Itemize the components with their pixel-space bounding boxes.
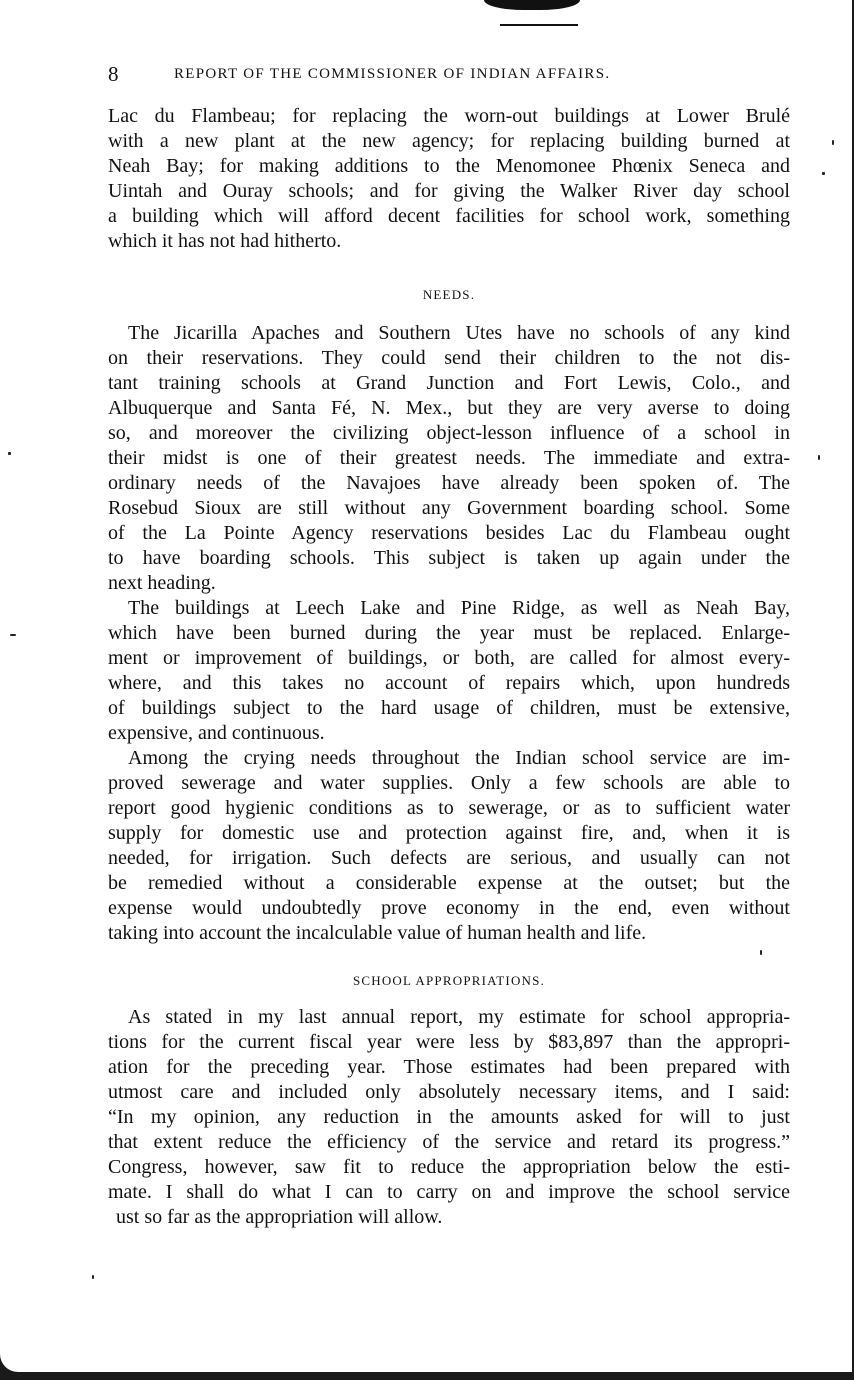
page-number: 8 [108,62,119,86]
scan-speck [8,452,11,455]
text-line: with a new plant at the new agency; for replacing building burned at [108,130,790,152]
text-line: Lac du Flambeau; for replacing the worn-out buildings at Lower Brulé [108,105,790,127]
header-title: REPORT OF THE COMMISSIONER OF INDIAN AFFAIRS. [174,66,611,82]
text-line: their midst is one of their greatest needs. The immediate and extra- [108,447,790,469]
text-line: As stated in my last annual report, my estimate for school appropria- [128,1006,790,1028]
scan-speck [92,1275,94,1279]
text-line: ment or improvement of buildings, or both, are called for almost every- [108,647,790,669]
section-heading-needs: NEEDS. [422,287,476,302]
text-line: of buildings subject to the hard usage of children, must be extensive, [108,697,790,719]
text-line: mate. I shall do what I can to carry on and improve the school service [108,1181,790,1203]
text-line: which it has not had hitherto. [108,230,342,252]
scan-speck [822,172,825,175]
text-line: tions for the current fiscal year were less by $83,897 than the appropri- [108,1031,790,1053]
running-header [108,62,790,90]
text-line: next heading. [108,572,216,594]
text-line: Rosebud Sioux are still without any Government boarding school. Some [108,497,790,519]
text-line: Albuquerque and Santa Fé, N. Mex., but they are very averse to doing [108,397,790,419]
text-line: to have boarding schools. This subject is taken up again under the [108,547,790,569]
text-line: of the La Pointe Agency reservations besides Lac du Flambeau ought [108,522,790,544]
text-line: where, and this takes no account of repairs which, upon hundreds [108,672,790,694]
text-line: be remedied without a considerable expense at the outset; but the [108,872,790,894]
paragraph-appropriations [108,1005,790,1230]
text-line: Neah Bay; for making additions to the Menomonee Phœnix Seneca and [108,155,790,177]
text-line: report good hygienic conditions as to sewerage, or as to sufficient water [108,797,790,819]
section-heading-appropriations: SCHOOL APPROPRIATIONS. [352,973,546,988]
paragraph-needs-1 [108,321,790,596]
scan-speck [760,950,762,955]
text-line: expensive, and continuous. [108,722,325,744]
text-line: tant training schools at Grand Junction and Fort Lewis, Colo., and [108,372,790,394]
text-line: ust so far as the appropriation will allow. [116,1206,443,1228]
paragraph-intro [108,104,790,254]
text-line: a building which will afford decent facilities for school work, something [108,205,790,227]
text-line: which have been burned during the year must be replaced. Enlarge- [108,622,790,644]
text-line: expense would undoubtedly prove economy in the end, even without [108,897,790,919]
text-line: The buildings at Leech Lake and Pine Ridge, as well as Neah Bay, [128,597,790,619]
binding-mark [484,0,580,10]
text-line: The Jicarilla Apaches and Southern Utes have no schools of any kind [128,322,790,344]
text-line: ation for the preceding year. Those estimates had been prepared with [108,1056,790,1078]
text-line: that extent reduce the efficiency of the service and retard its progress.” [108,1131,790,1153]
paragraph-needs-2 [108,596,790,746]
text-line: so, and moreover the civilizing object-lesson influence of a school in [108,422,790,444]
text-line: Among the crying needs throughout the Indian school service are im- [128,747,790,769]
text-line: “In my opinion, any reduction in the amounts asked for will to just [108,1106,790,1128]
text-line: proved sewerage and water supplies. Only a few schools are able to [108,772,790,794]
paragraph-needs-3 [108,746,790,946]
text-line: Congress, however, saw fit to reduce the appropriation below the esti- [108,1156,790,1178]
binding-rule [500,24,578,26]
text-line: ordinary needs of the Navajoes have already been spoken of. The [108,472,790,494]
text-line: supply for domestic use and protection against fire, and, when it is [108,822,790,844]
text-line: needed, for irrigation. Such defects are serious, and usually can not [108,847,790,869]
scan-speck [10,634,16,636]
text-line: utmost care and included only absolutely necessary items, and I said: [108,1081,790,1103]
text-line: Uintah and Ouray schools; and for giving the Walker River day school [108,180,790,202]
text-line: on their reservations. They could send their children to the not dis- [108,347,790,369]
scan-speck [832,140,834,145]
scan-speck [818,455,820,460]
text-line: taking into account the incalculable value of human health and life. [108,922,647,944]
